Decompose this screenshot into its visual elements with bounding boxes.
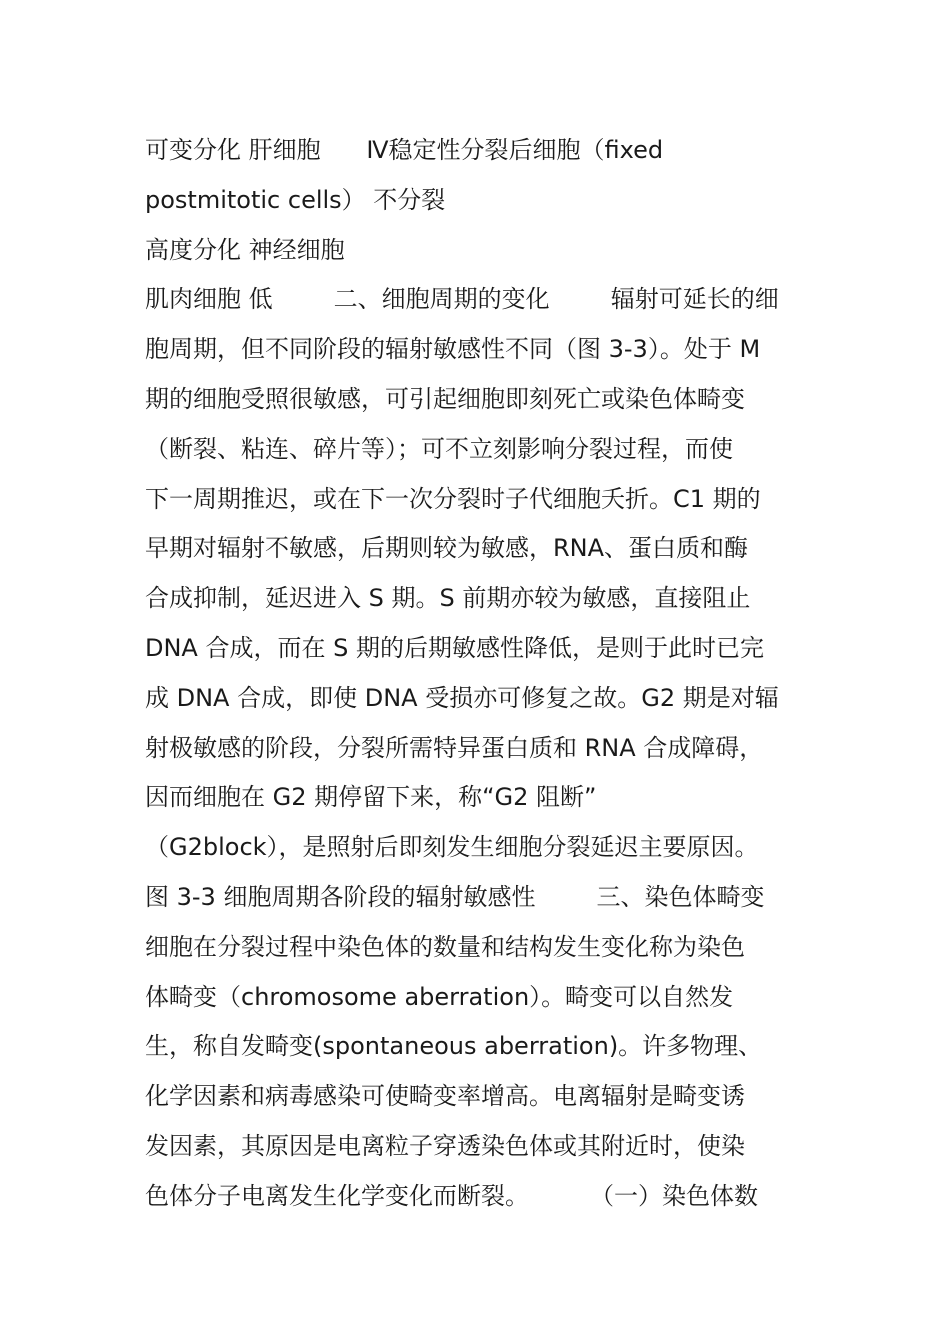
text-line: 射极敏感的阶段，分裂所需特异蛋白质和 RNA 合成障碍， xyxy=(145,733,764,762)
text-line: 早期对辐射不敏感，后期则较为敏感，RNA、蛋白质和酶 xyxy=(145,534,749,563)
text-line: 因而细胞在 G2 期停留下来，称“G2 阻断” xyxy=(145,783,597,812)
text-line: 下一周期推迟，或在下一次分裂时子代细胞夭折。C1 期的 xyxy=(145,484,761,513)
body-text xyxy=(145,126,825,1222)
text-line: 合成抑制，延迟进入 S 期。S 前期亦较为敏感，直接阻止 xyxy=(145,584,751,613)
text-line: （断裂、粘连、碎片等）；可不立刻影响分裂过程，而使 xyxy=(145,434,733,463)
text-line: postmitotic cells） 不分裂 xyxy=(145,185,446,214)
text-line: 发因素，其原因是电离粒子穿透染色体或其附近时，使染 xyxy=(145,1131,745,1160)
text-line: 体畸变（chromosome aberration）。畸变可以自然发 xyxy=(145,982,734,1011)
text-line: （G2block），是照射后即刻发生细胞分裂延迟主要原因。 xyxy=(145,833,759,862)
text-line: 胞周期，但不同阶段的辐射敏感性不同（图 3-3）。处于 M xyxy=(145,335,761,364)
text-line: 细胞在分裂过程中染色体的数量和结构发生变化称为染色 xyxy=(145,932,745,961)
text-line: 高度分化 神经细胞 xyxy=(145,235,345,264)
text-line: 生，称自发畸变(spontaneous aberration)。许多物理、 xyxy=(145,1032,763,1061)
text-line: 色体分子电离发生化学变化而断裂。 （一）染色体数 xyxy=(145,1181,759,1210)
text-line: 成 DNA 合成，即使 DNA 受损亦可修复之故。G2 期是对辐 xyxy=(145,683,779,712)
text-line: 化学因素和病毒感染可使畸变率增高。电离辐射是畸变诱 xyxy=(145,1082,745,1111)
text-line: 期的细胞受照很敏感，可引起细胞即刻死亡或染色体畸变 xyxy=(145,384,745,413)
text-line: 可变分化 肝细胞 Ⅳ稳定性分裂后细胞（fixed xyxy=(145,136,664,164)
text-line: 图 3-3 细胞周期各阶段的辐射敏感性 三、染色体畸变 xyxy=(145,882,765,911)
text-line: 肌肉细胞 低 二、细胞周期的变化 辐射可延长的细 xyxy=(145,285,779,314)
text-line: DNA 合成，而在 S 期的后期敏感性降低，是则于此时已完 xyxy=(145,633,764,662)
